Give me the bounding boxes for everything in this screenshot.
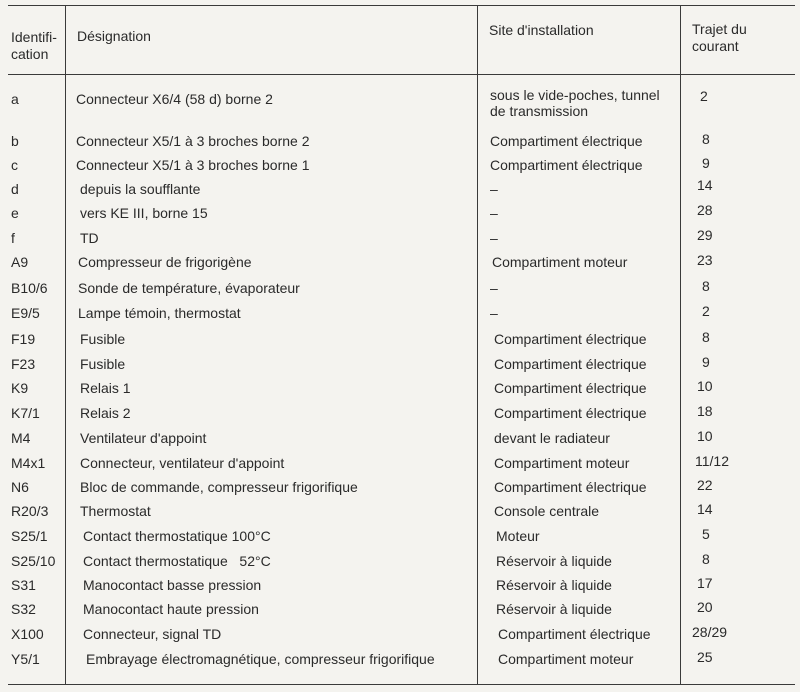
cell-trajet: 10	[697, 378, 713, 394]
cell-designation: Connecteur X5/1 à 3 broches borne 2	[76, 133, 310, 149]
cell-trajet: 23	[697, 252, 713, 268]
cell-identification: d	[11, 181, 19, 197]
cell-site: Compartiment moteur	[498, 651, 634, 667]
cell-designation: Contact thermostatique 100°C	[83, 528, 271, 544]
cell-identification: S32	[11, 601, 36, 617]
cell-trajet: 17	[697, 575, 713, 591]
cell-designation: Relais 2	[80, 405, 131, 421]
cell-trajet: 22	[697, 477, 713, 493]
header-identification: Identifi- cation	[11, 29, 57, 62]
header-bottom-rule	[8, 74, 795, 75]
cell-trajet: 8	[702, 329, 710, 345]
cell-site: Compartiment électrique	[494, 405, 647, 421]
cell-identification: R20/3	[11, 503, 49, 519]
cell-site: Moteur	[496, 528, 540, 544]
cell-trajet: 2	[700, 88, 708, 104]
cell-identification: F23	[11, 356, 36, 372]
cell-identification: M4	[11, 430, 31, 446]
cell-identification: B10/6	[11, 280, 48, 296]
cell-site: Compartiment électrique	[494, 356, 647, 372]
column-divider-2	[477, 5, 478, 685]
cell-identification: S25/1	[11, 528, 48, 544]
cell-identification: a	[11, 91, 19, 107]
cell-identification: b	[11, 133, 19, 149]
cell-site: Réservoir à liquide	[496, 553, 612, 569]
cell-identification: N6	[11, 479, 29, 495]
cell-site: Compartiment électrique	[490, 157, 643, 173]
cell-identification: Y5/1	[11, 651, 40, 667]
cell-trajet: 28	[697, 202, 713, 218]
cell-site: Compartiment moteur	[494, 455, 630, 471]
cell-site: Compartiment électrique	[490, 133, 643, 149]
header-designation: Désignation	[77, 28, 151, 44]
cell-designation: Connecteur, ventilateur d'appoint	[80, 455, 285, 471]
cell-trajet: 11/12	[695, 453, 729, 469]
cell-designation: Manocontact haute pression	[83, 601, 259, 617]
cell-trajet: 28/29	[692, 624, 728, 640]
cell-designation: Contact thermostatique 52°C	[83, 553, 271, 569]
cell-identification: E9/5	[11, 305, 40, 321]
cell-site: –	[490, 205, 498, 221]
cell-trajet: 14	[697, 501, 713, 517]
cell-trajet: 18	[697, 403, 713, 419]
cell-identification: K7/1	[11, 405, 40, 421]
cell-trajet: 8	[702, 551, 710, 567]
cell-trajet: 20	[697, 599, 713, 615]
cell-identification: S31	[11, 577, 36, 593]
cell-designation: Embrayage électromagnétique, compresseur frigorifique	[86, 651, 435, 667]
table-bottom-rule	[8, 684, 795, 685]
cell-designation: Bloc de commande, compresseur frigorifique	[80, 479, 358, 495]
cell-site: Console centrale	[494, 503, 600, 519]
cell-designation: Lampe témoin, thermostat	[78, 305, 241, 321]
cell-trajet: 9	[702, 155, 710, 171]
cell-designation: Manocontact basse pression	[83, 577, 262, 593]
header-trajet: Trajet du courant	[692, 21, 747, 54]
cell-designation: TD	[80, 230, 99, 246]
cell-designation: Fusible	[80, 356, 126, 372]
cell-site: Compartiment moteur	[492, 254, 628, 270]
cell-trajet: 9	[702, 354, 710, 370]
cell-designation: Connecteur, signal TD	[83, 626, 222, 642]
cell-identification: S25/10	[11, 553, 56, 569]
column-divider-1	[65, 5, 66, 685]
cell-site: Compartiment électrique	[498, 626, 651, 642]
cell-identification: f	[11, 230, 15, 246]
cell-identification: M4x1	[11, 455, 46, 471]
cell-identification: K9	[11, 380, 29, 396]
cell-site: Compartiment électrique	[494, 479, 647, 495]
cell-trajet: 5	[702, 526, 710, 542]
cell-site: sous le vide-poches, tunnel de transmission	[490, 87, 660, 119]
cell-trajet: 8	[702, 278, 710, 294]
header-site: Site d'installation	[489, 22, 594, 38]
cell-designation: Connecteur X6/4 (58 d) borne 2	[76, 91, 273, 107]
cell-designation: vers KE III, borne 15	[80, 205, 208, 221]
cell-site: –	[490, 230, 498, 246]
cell-designation: Sonde de température, évaporateur	[78, 280, 300, 296]
cell-trajet: 29	[697, 227, 713, 243]
table-top-rule	[8, 5, 795, 6]
cell-site: Compartiment électrique	[494, 380, 647, 396]
cell-trajet: 10	[697, 428, 713, 444]
cell-identification: A9	[11, 254, 29, 270]
cell-designation: Connecteur X5/1 à 3 broches borne 1	[76, 157, 310, 173]
cell-site: –	[490, 181, 498, 197]
cell-trajet: 14	[697, 177, 713, 193]
cell-site: Réservoir à liquide	[496, 577, 612, 593]
cell-site: Compartiment électrique	[494, 331, 647, 347]
cell-designation: Thermostat	[80, 503, 151, 519]
cell-trajet: 25	[697, 649, 713, 665]
cell-identification: c	[11, 157, 18, 173]
cell-designation: Ventilateur d'appoint	[80, 430, 207, 446]
cell-trajet: 2	[702, 303, 710, 319]
cell-identification: F19	[11, 331, 36, 347]
cell-site: devant le radiateur	[494, 430, 610, 446]
cell-designation: Compresseur de frigorigène	[78, 254, 252, 270]
cell-designation: Relais 1	[80, 380, 131, 396]
cell-designation: depuis la soufflante	[80, 181, 201, 197]
cell-identification: e	[11, 205, 19, 221]
cell-trajet: 8	[702, 131, 710, 147]
cell-site: –	[490, 305, 498, 321]
cell-designation: Fusible	[80, 331, 126, 347]
cell-site: Réservoir à liquide	[496, 601, 612, 617]
cell-site: –	[490, 280, 498, 296]
cell-identification: X100	[11, 626, 44, 642]
